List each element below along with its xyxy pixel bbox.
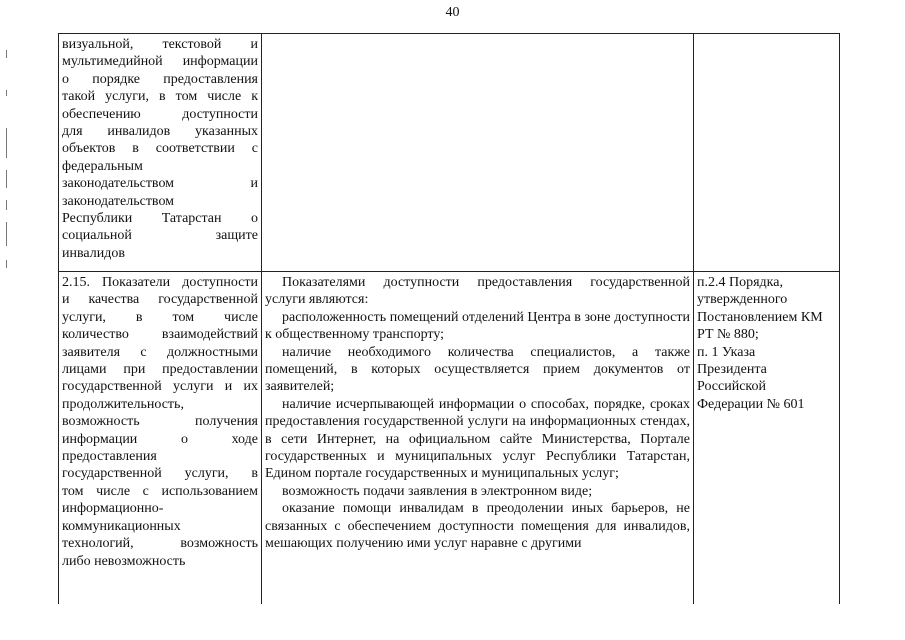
text-line: либо невозможность <box>62 553 186 569</box>
text-line: и качества государственной <box>62 292 258 308</box>
text-line: Республики Татарстан о <box>62 211 258 227</box>
content-paragraph: Показателями доступности предоставления государственной услуги являются: <box>265 275 690 308</box>
cell-requirement-2-15 <box>59 272 262 605</box>
requirement-lines <box>62 36 258 262</box>
text-line: для инвалидов указанных <box>62 124 258 140</box>
text-line: п.2.4 Порядка, <box>697 275 783 290</box>
text-line: том числе с использованием <box>62 483 258 499</box>
cell-content-2-15 <box>262 272 694 605</box>
text-line: продолжительность, <box>62 396 184 412</box>
text-line: лицами при предоставлении <box>62 362 258 378</box>
text-line: инвалидов <box>62 245 125 261</box>
text-line: технологий, возможность <box>62 536 258 552</box>
text-line: государственной услуги и их <box>62 379 258 395</box>
text-line: количество взаимодействий <box>62 327 258 343</box>
content-paragraph: расположенность помещений отделений Центра в зоне доступности к общественному транспорту; <box>265 309 690 343</box>
content-paragraph: возможность подачи заявления в электронном виде; <box>282 483 593 499</box>
regulation-table <box>58 33 840 604</box>
text-line: объектов в соответствии с <box>62 141 258 157</box>
reference-lines <box>697 274 836 413</box>
text-line: услуги, в том числе <box>62 309 258 325</box>
text-line: Президента <box>697 362 767 378</box>
text-line: законодательством <box>62 193 175 209</box>
page-number: 40 <box>445 5 460 20</box>
text-line: законодательством и <box>62 176 258 192</box>
requirement-lines <box>62 274 258 570</box>
text-line: Постановлением КМ <box>697 309 823 325</box>
text-line: возможность получения <box>62 414 258 430</box>
text-line: Российской <box>697 379 766 395</box>
content-paragraph: наличие необходимого количества специалистов, а также помещений, в которых осуществляется прием документов от заявителей; <box>265 344 690 395</box>
text-line: федеральным <box>62 158 143 174</box>
table-row-continuation <box>59 34 840 272</box>
text-line: государственной услуги, в <box>62 466 258 482</box>
text-line: 2.15. Показатели доступности <box>62 275 258 290</box>
text-line: обеспечению доступности <box>62 106 258 122</box>
content-paragraphs <box>265 274 690 553</box>
text-line: предоставления <box>62 449 157 465</box>
text-line: утвержденного <box>697 292 788 308</box>
cell-content-empty <box>262 34 694 272</box>
text-line: информационно- <box>62 501 164 517</box>
content-paragraph: оказание помощи инвалидам в преодолении иных барьеров, не связанных с обеспечением доступности помещения для инвалидов, мешающих получению ими услуг наравне с другими <box>265 501 690 552</box>
content-paragraph: наличие исчерпывающей информации о способах, порядке, сроках предоставления государственной услуги на информационных стендах, в сети Интернет, на официальном сайте Министерства, Портале государственных и муниципальных услуг Республики Татарстан, Едином портале государственных и муниципальных услуг; <box>265 396 690 482</box>
text-line: мультимедийной информации <box>62 54 258 70</box>
margin-scan-marks <box>2 50 12 280</box>
cell-reference-empty <box>694 34 840 272</box>
cell-requirement-continued <box>59 34 262 272</box>
text-line: такой услуги, в том числе к <box>62 89 258 105</box>
text-line: о порядке предоставления <box>62 71 258 87</box>
text-line: коммуникационных <box>62 518 181 534</box>
text-line: информации о ходе <box>62 431 258 447</box>
table-row-2-15 <box>59 272 840 605</box>
text-line: РТ № 880; <box>697 327 759 343</box>
text-line: визуальной, текстовой и <box>62 37 258 52</box>
text-line: п. 1 Указа <box>697 344 756 360</box>
text-line: социальной защите <box>62 228 258 244</box>
cell-reference-2-15 <box>694 272 840 605</box>
text-line: Федерации № 601 <box>697 396 805 412</box>
text-line: заявителя с должностными <box>62 344 258 360</box>
